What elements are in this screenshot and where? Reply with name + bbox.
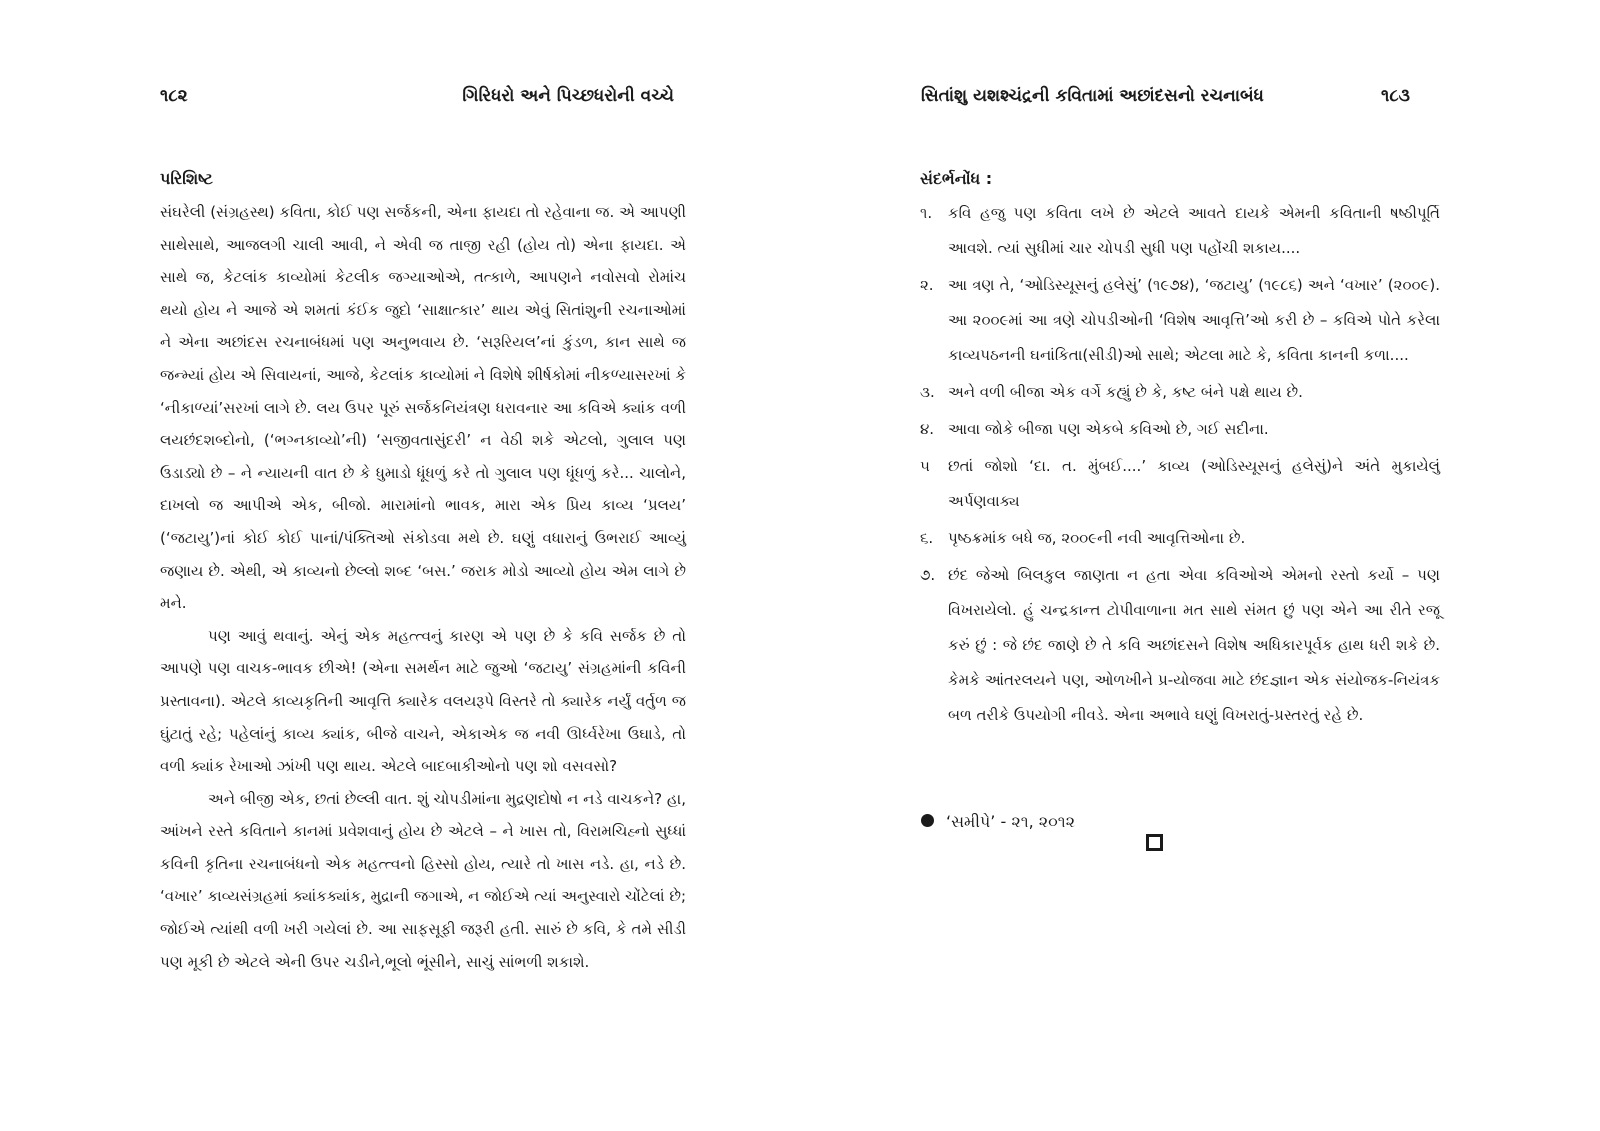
notes-section	[920, 166, 1440, 735]
end-square-icon	[1146, 834, 1163, 851]
section-title: પરિશિષ્ટ	[160, 169, 213, 188]
right-page	[800, 0, 1600, 1131]
paragraph: સંઘરેલી (સંગ્રહસ્થ) કવિતા, કોઈ પણ સર્જકની, એના ફાયદા તો રહેવાના જ. એ આપણી સાથેસાથે, આજલગી ચાલી આવી, ને એવી જ તાજી રહી (હોય તો) એના ફાયદા. એ સાથે જ, કેટલાંક કાવ્યોમાં કેટલીક જગ્યાઓએ, તત્કાળે, આપણને નવોસવો રોમાંચ થયો હોય ને આજે એ શમતાં કંઈક જુદો ‘સાક્ષાત્કાર’ થાય એવું સિતાંશુની રચનાઓમાં ને એના અછાંદસ રચનાબંધમાં પણ અનુભવાય છે. ‘સરૂરિયલ’નાં કુંડળ, કાન સાથે જ જન્મ્યાં હોય એ સિવાયનાં, આજે, કેટલાંક કાવ્યોમાં ને વિશેષે શીર્ષકોમાં નીકળ્યાસરખાં કે ‘નીકાળ્યાં’સરખાં લાગે છે. લય ઉપર પૂરું સર્જકનિયંત્રણ ધરાવનાર આ કવિએ ક્યાંક વળી લયછંદશબ્દોનો, (‘ભગ્નકાવ્યો’ની) ‘સજીવતાસુંદરી’ ન વેઠી શકે એટલો, ગુલાલ પણ ઉડાડ્યો છે – ને ન્યાયની વાત છે કે ધુમાડો ધૂંધળું કરે તો ગુલાલ પણ ધૂંધળું કરે... ચાલોને, દાખલો જ આપીએ એક, બીજો. મારામાંનો ભાવક, મારા એક પ્રિય કાવ્ય ‘પ્રલય’ (‘જટાયુ’)નાં કોઈ કોઈ પાનાં/પંક્તિઓ સંકોડવા મથે છે. ઘણું વધારાનું ઉભરાઈ આવ્યું જણાય છે. એથી, એ કાવ્યનો છેલ્લો શબ્દ ‘બસ.’ જરાક મોડો આવ્યો હોય એમ લાગે છે મને.	[160, 203, 686, 613]
note-number: ૫	[920, 457, 930, 475]
note-text: અને વળી બીજા એક વર્ગે કહ્યું છે કે, કષ્ટ બંને પક્ષે થાય છે.	[948, 383, 1303, 401]
source-citation	[921, 810, 1075, 834]
running-title: સિતાંશુ યશશ્ચંદ્રની કવિતામાં અછાંદસનો રચનાબંધ	[921, 86, 1264, 106]
notes-title: સંદર્ભનોંધ :	[920, 169, 993, 188]
notes-list	[920, 196, 1440, 733]
running-title: ગિરિધરો અને પિચ્છધરોની વચ્ચે	[462, 86, 674, 106]
note-text: કવિ હજુ પણ કવિતા લખે છે એટલે આવતે દાયકે એમની કવિતાની ષષ્ઠીપૂર્તિ આવશે. ત્યાં સુધીમાં ચાર ચોપડી સુધી પણ પહોંચી શકાય....	[948, 204, 1440, 257]
note-item	[920, 449, 1440, 519]
note-item	[920, 268, 1440, 373]
note-text: પૃષ્ઠક્રમાંક બધે જ, ૨૦૦૯ની નવી આવૃત્તિઓના છે.	[948, 529, 1246, 547]
note-number: ૬.	[920, 529, 934, 547]
note-text: આવા જોકે બીજા પણ એકબે કવિઓ છે, ગઈ સદીના.	[948, 420, 1269, 438]
paragraph: પણ આવું થવાનું. એનું એક મહત્ત્વનું કારણ એ પણ છે કે કવિ સર્જક છે તો આપણે પણ વાચક-ભાવક છીએ! (એના સમર્થન માટે જુઓ ‘જટાયુ’ સંગ્રહમાંની કવિની પ્રસ્તાવના). એટલે કાવ્યકૃતિની આવૃત્તિ ક્યારેક વલયરૂપે વિસ્તરે તો ક્યારેક નર્યું વર્તુળ જ ઘુંટાતું રહે; પહેલાંનું કાવ્ય ક્યાંક, બીજે વાચને, એકાએક જ નવી ઊર્ધ્વરેખા ઉઘાડે, તો વળી ક્યાંક રેખાઓ ઝાંખી પણ થાય. એટલે બાદબાકીઓનો પણ શો વસવસો?	[160, 626, 686, 776]
note-number: ૧.	[920, 204, 933, 222]
note-text: છતાં જોશો ‘દા. ત. મુંબઈ....’ કાવ્ય (ઓડિસ્યૂસનું હલેસું)ને અંતે મુકાયેલું અર્પણવાક્ય	[948, 457, 1440, 510]
note-item	[920, 196, 1440, 266]
page-number: ૧૮૩	[1380, 86, 1410, 106]
note-item	[920, 375, 1440, 410]
note-text: છંદ જેઓ બિલકુલ જાણતા ન હતા એવા કવિઓએ એમનો રસ્તો કર્યો – પણ વિખરાયેલો. હું ચન્દ્રકાન્ત ટોપીવાળાના મત સાથે સંમત છું પણ એને આ રીતે રજૂ કરું છું : જે છંદ જાણે છે તે કવિ અછાંદસને વિશેષ અધિકારપૂર્વક હાથ ધરી શકે છે. કેમકે આંતરલયને પણ, ઓળખીને પ્ર-યોજવા માટે છંદજ્ઞાન એક સંયોજક-નિયંત્રક બળ તરીકે ઉપયોગી નીવડે. એના અભાવે ઘણું વિખરાતું-પ્રસ્તરતું રહે છે.	[948, 566, 1440, 724]
note-number: ૪.	[920, 420, 935, 438]
note-number: ૭.	[920, 566, 936, 584]
note-item	[920, 412, 1440, 447]
appendix-section	[160, 166, 686, 978]
note-text: આ ત્રણ તે, ‘ઓડિસ્યૂસનું હલેસું’ (૧૯૭૪), ‘જટાયુ’ (૧૯૮૬) અને ‘વખાર’ (૨૦૦૯). આ ૨૦૦૯માં આ ત્રણે ચોપડીઓની ‘વિશેષ આવૃત્તિ’ઓ કરી છે – કવિએ પોતે કરેલા કાવ્યપઠનની ઘનાંકિતા(સીડી)ઓ સાથે; એટલા માટે કે, કવિતા કાનની કળા....	[948, 276, 1440, 364]
note-number: ૩.	[920, 383, 935, 401]
citation-text: ‘સમીપે’ - ૨૧, ૨૦૧૨	[946, 812, 1075, 831]
bullet-icon	[921, 814, 934, 827]
page-number: ૧૮૨	[160, 86, 188, 106]
note-item	[920, 558, 1440, 733]
note-item	[920, 521, 1440, 556]
note-number: ૨.	[920, 276, 934, 294]
paragraph: અને બીજી એક, છતાં છેલ્લી વાત. શું ચોપડીમાંના મુદ્રણદોષો ન નડે વાચકને? હા, આંખને રસ્તે કવિતાને કાનમાં પ્રવેશવાનું હોય છે એટલે – ને ખાસ તો, વિરામચિહ્નો સુધ્ધાં કવિની કૃતિના રચનાબંધનો એક મહત્ત્વનો હિસ્સો હોય, ત્યારે તો ખાસ નડે. હા, નડે છે. ‘વખાર’ કાવ્યસંગ્રહમાં ક્યાંકક્યાંક, મુદ્રાની જગાએ, ન જોઈએ ત્યાં અનુસ્વારો ચોંટેલાં છે; જોઈએ ત્યાંથી વળી ખરી ગયેલાં છે. આ સાફસૂફી જરૂરી હતી. સારું છે કવિ, કે તમે સીડી પણ મૂકી છે એટલે એની ઉપર ચડીને,ભૂલો ભૂંસીને, સાચું સાંભળી શકાશે.	[160, 789, 686, 971]
